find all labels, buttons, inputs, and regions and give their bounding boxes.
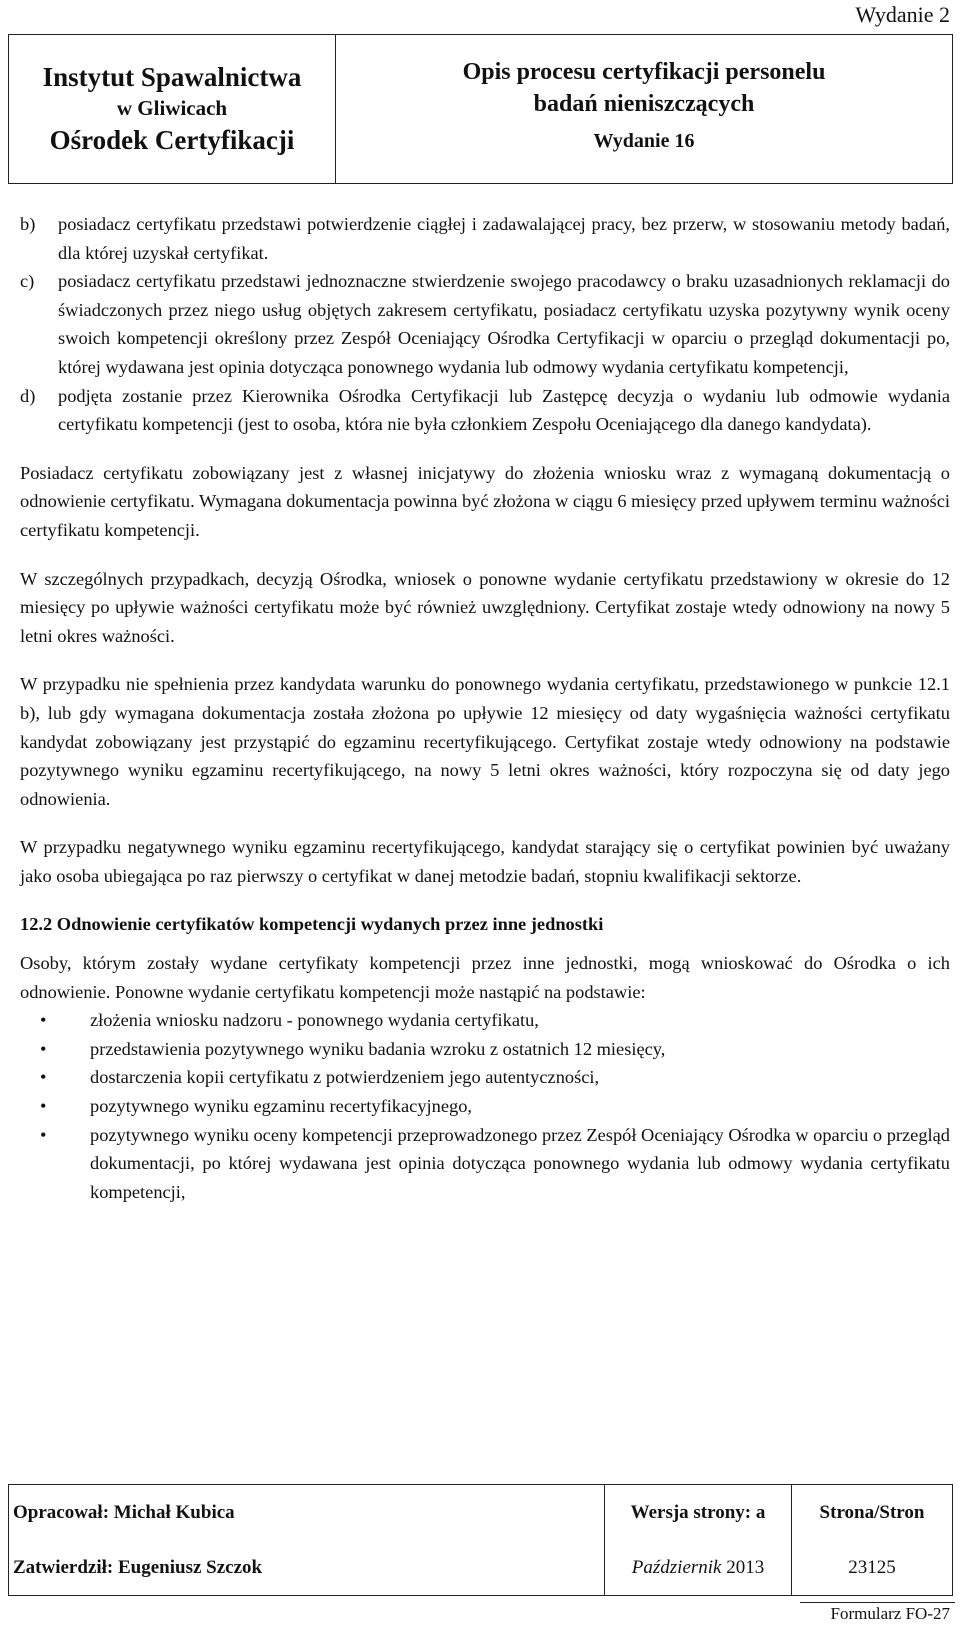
bullet-text: dostarczenia kopii certyfikatu z potwierdzeniem jego autentyczności, <box>90 1067 600 1088</box>
bullet-icon: • <box>40 1010 47 1031</box>
document-title-line1: Opis procesu certyfikacji personelu <box>462 59 826 85</box>
version-date <box>632 1540 764 1595</box>
bullet-item <box>20 1035 950 1064</box>
footer-authors <box>9 1485 605 1595</box>
date-month: Październik <box>631 1556 722 1578</box>
form-divider <box>800 1602 955 1603</box>
version-label: Wersja strony: a <box>630 1501 766 1523</box>
list-text: posiadacz certyfikatu przedstawi jednoznaczne stwierdzenie swojego pracodawcy o braku uzasadnionych reklamacji do świadczonych przez niego usług objętych zakresem certyfikatu, posiadacz certyfikatu uzyska pozytywny wynik oceny swoich kompetencji określony przez Zespół Oceniający Ośrodka Certyfikacji w oparciu o przegląd dokumentacji po, której wydawana jest opinia dotycząca ponownego wydania lub odmowy wydania certyfikatu kompetencji, <box>58 271 950 377</box>
form-number: Formularz FO-27 <box>830 1604 950 1623</box>
institute-city: w Gliwicach <box>116 96 228 120</box>
document-header <box>8 34 953 184</box>
institute-unit: Ośrodek Certyfikacji <box>49 125 295 155</box>
list-item <box>20 267 950 381</box>
footer-version <box>605 1485 792 1595</box>
paragraph: W przypadku nie spełnienia przez kandydata warunku do ponownego wydania certyfikatu, przedstawionego w punkcie 12.1 b), lub gdy wymagana dokumentacja została złożona po upływie 12 miesięcy od daty wygaśnięcia ważności certyfikatu kandydat zobowiązany jest przystąpić do egzaminu recertyfikującego. Certyfikat zostaje wtedy odnowiony na podstawie pozytywnego wyniku egzaminu recertyfikującego, na nowy 5 letni okres ważności, który rozpoczyna się od daty jego odnowienia. <box>20 674 950 809</box>
list-marker: b) <box>20 214 36 234</box>
bullet-text: przedstawienia pozytywnego wyniku badania wzroku z ostatnich 12 miesięcy, <box>90 1038 666 1059</box>
list-item <box>20 210 950 267</box>
document-title-block <box>336 35 952 183</box>
section-heading: 12.2 Odnowienie certyfikatów kompetencji wydanych przez inne jednostki <box>20 914 604 935</box>
page-label: Strona/Stron <box>819 1501 925 1523</box>
bullet-text: pozytywnego wyniku egzaminu recertyfikacyjnego, <box>90 1096 472 1117</box>
bullet-icon: • <box>40 1067 47 1088</box>
bullet-item <box>20 1063 950 1092</box>
section-intro: Osoby, którym zostały wydane certyfikaty kompetencji przez inne jednostki, mogą wnioskować do Ośrodka o ich odnowienie. Ponowne wydanie certyfikatu kompetencji może nastąpić na podstawie: <box>20 953 950 1002</box>
paragraph: Posiadacz certyfikatu zobowiązany jest z własnej inicjatywy do złożenia wniosku wraz z wymaganą dokumentacją o odnowienie certyfikatu. Wymagana dokumentacja powinna być złożona w ciągu 6 miesięcy przed upływem terminu ważności certyfikatu kompetencji. <box>20 462 950 540</box>
bullet-icon: • <box>40 1124 47 1145</box>
bullet-item <box>20 1092 950 1121</box>
list-text: posiadacz certyfikatu przedstawi potwierdzenie ciągłej i zadawalającej pracy, bez przerw, w stosowaniu metody badań, dla której uzyskał certyfikat. <box>58 214 950 263</box>
prepared-by: Opracował: Michał Kubica <box>13 1501 235 1523</box>
document-footer <box>8 1484 953 1596</box>
footer-page <box>792 1485 952 1595</box>
paragraph: W szczególnych przypadkach, decyzją Ośrodka, wniosek o ponowne wydanie certyfikatu przedstawiony w okresie do 12 miesięcy po upływie ważności certyfikatu może być również uwzględniony. Certyfikat zostaje wtedy odnowiony na nowy 5 letni okres ważności. <box>20 568 950 646</box>
bullet-list <box>20 1006 950 1206</box>
list-item <box>20 382 950 439</box>
institute-block <box>9 35 336 183</box>
bullet-text: złożenia wniosku nadzoru - ponownego wydania certyfikatu, <box>90 1010 539 1031</box>
page-value: 23125 <box>848 1556 896 1578</box>
top-edition: Wydanie 2 <box>855 2 950 27</box>
date-year: 2013 <box>726 1556 765 1578</box>
institute-name: Instytut Spawalnictwa <box>42 62 302 92</box>
list-marker: d) <box>20 385 36 406</box>
document-edition: Wydanie 16 <box>593 130 695 152</box>
bullet-text: pozytywnego wyniku oceny kompetencji przeprowadzonego przez Zespół Oceniający Ośrodka w oparciu o przegląd dokumentacji, po której wydawana jest opinia dotycząca ponownego wydania lub odmowy wydania certyfikatu kompetencji, <box>90 1124 950 1202</box>
bullet-item <box>20 1121 950 1207</box>
document-body <box>20 210 950 1206</box>
bullet-icon: • <box>40 1096 47 1117</box>
list-marker: c) <box>20 271 35 292</box>
bullet-icon: • <box>40 1038 47 1059</box>
list-text: podjęta zostanie przez Kierownika Ośrodka Certyfikacji lub Zastępcę decyzja o wydaniu lub odmowie wydania certyfikatu kompetencji (jest to osoba, która nie była członkiem Zespołu Oceniającego dla danego kandydata). <box>58 385 950 435</box>
paragraph: W przypadku negatywnego wyniku egzaminu recertyfikującego, kandydat starający się o certyfikat powinien być uważany jako osoba ubiegająca po raz pierwszy o certyfikat w danej metodzie badań, stopniu kwalifikacji sektorze. <box>20 837 950 886</box>
document-title-line2: badań nieniszczących <box>533 91 755 117</box>
approved-by: Zatwierdził: Eugeniusz Szczok <box>13 1556 263 1578</box>
bullet-item <box>20 1006 950 1035</box>
